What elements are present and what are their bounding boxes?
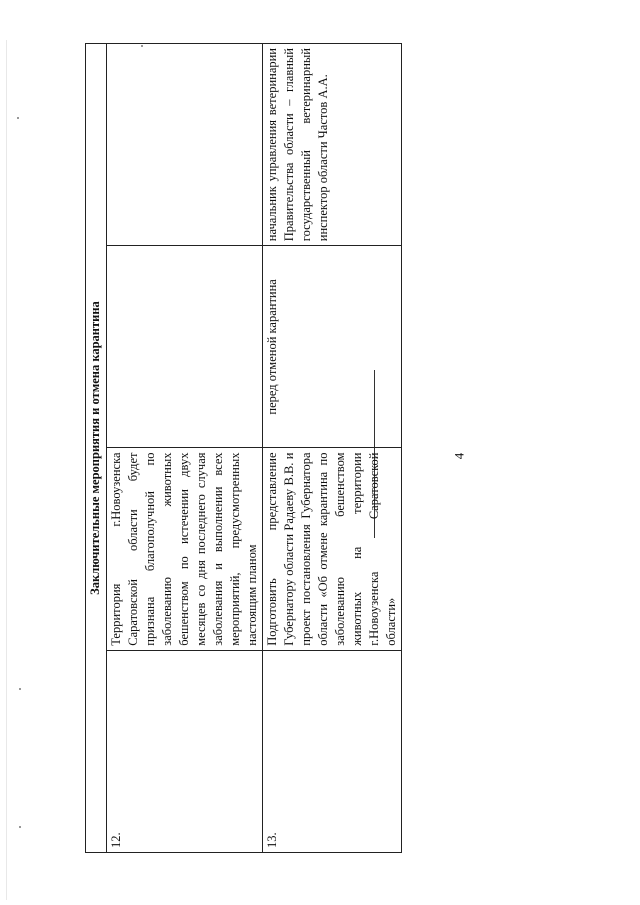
table-row [107,44,263,853]
scan-speck [19,826,21,828]
scan-edge-shadow [6,40,7,900]
responsible-cell: начальник управления ветеринарии Правительства области – главный государственный ветеринарный инспектор области Частов А.А. [263,44,402,246]
table-row [263,44,402,853]
responsible-cell [107,44,263,246]
scan-speck [17,117,19,119]
rotated-plan-table [85,43,398,853]
term-cell [107,246,263,448]
measure-cell: Территория г.Новоузенска Саратовской области будет признана благополучной по заболеванию животных бешенством по истечении двух месяцев со дня последнего случая заболевания и выполнении всех мероприятий, предусмотренных настоящим планом [107,448,263,650]
row-number: 12. [107,650,263,852]
plan-table [85,43,402,853]
page-number: 4 [451,452,467,460]
row-number: 13. [263,650,402,852]
section-title: Заключительные мероприятия и отмена карантина [86,44,107,853]
scan-speck [19,688,21,690]
section-header-row [86,44,107,853]
measure-cell: Подготовить представление Губернатору области Радаеву В.В. и проект постановления Губернатора области «Об отмене карантина по заболеванию бешенством животных на территории г.Новоузенска Саратовской области» [263,448,402,650]
term-cell: перед отменой карантина [263,246,402,448]
